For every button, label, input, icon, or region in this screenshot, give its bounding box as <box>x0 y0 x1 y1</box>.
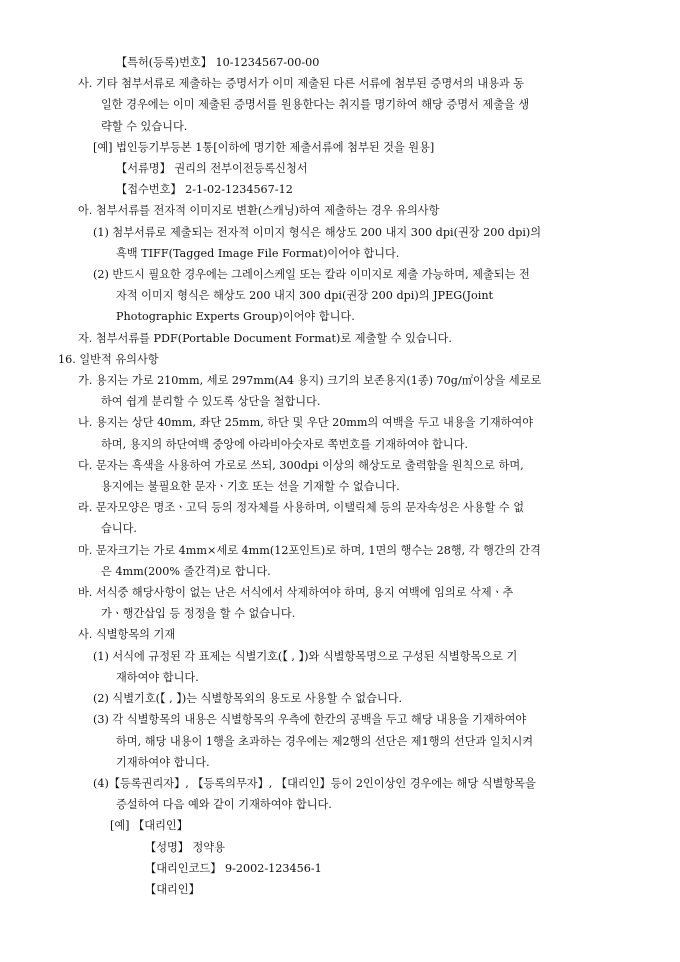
text-line: 하며, 용지의 하단여백 중앙에 아라비아숫자로 쪽번호를 기재하여야 합니다. <box>101 437 469 451</box>
text-line: 마. 문자크기는 가로 4mm×세로 4mm(12포인트)로 하며, 1면의 행수는 28행, 각 행간의 간격 <box>78 543 541 557</box>
text-line: 용지에는 불필요한 문자ㆍ기호 또는 선을 기재할 수 없습니다. <box>101 480 400 494</box>
text-line: 일한 경우에는 이미 제출된 증명서를 원용한다는 취지를 명기하여 해당 증명서 제출을 생 <box>101 98 530 112</box>
text-line: 나. 용지는 상단 40mm, 좌단 25mm, 하단 및 우단 20mm의 여백을 두고 내용을 기재하여야 <box>78 416 534 430</box>
text-line: 략할 수 있습니다. <box>101 119 188 133</box>
text-line: 자적 이미지 형식은 해상도 200 내지 300 dpi(권장 200 dpi)의 JPEG(Joint <box>116 289 494 303</box>
text-line: 흑백 TIFF(Tagged Image File Format)이어야 합니다. <box>116 246 400 260</box>
text-line: 재하여야 합니다. <box>116 670 199 684</box>
text-line: [예] 법인등기부등본 1통[이하에 명기한 제출서류에 첨부된 것을 원용] <box>93 140 435 154</box>
text-line: 하며, 해당 내용이 1행을 초과하는 경우에는 제2행의 선단은 제1행의 선단과 일치시켜 <box>116 734 534 748</box>
text-line: (2) 반드시 필요한 경우에는 그레이스케일 또는 칼라 이미지로 제출 가능하며, 제출되는 전 <box>93 268 530 282</box>
text-line: 【서류명】 권리의 전부이전등록신청서 <box>116 162 308 176</box>
text-line: 자. 첨부서류를 PDF(Portable Document Format)로 제출할 수 있습니다. <box>78 331 452 345</box>
text-line: 은 4mm(200% 줄간격)로 합니다. <box>101 564 271 578</box>
text-line: (3) 각 식별항목의 내용은 식별항목의 우측에 한칸의 공백을 두고 해당 내용을 기재하여야 <box>93 713 527 727</box>
text-line: 증설하여 다음 예와 같이 기재하여야 합니다. <box>116 798 332 812</box>
text-block <box>0 52 680 900</box>
text-line: 가ㆍ행간삽입 등 정정을 할 수 없습니다. <box>101 607 296 621</box>
text-line: 아. 첨부서류를 전자적 이미지로 변환(스캐닝)하여 제출하는 경우 유의사항 <box>78 204 440 218</box>
text-line: 가. 용지는 가로 210mm, 세로 297mm(A4 용지) 크기의 보존용지(1종) 70g/㎡이상을 세로로 <box>78 374 542 388</box>
text-line: 라. 문자모양은 명조ㆍ고딕 등의 정자체를 사용하며, 이탤릭체 등의 문자속성은 사용할 수 없 <box>78 501 525 515</box>
text-line: (4)【등록권리자】, 【등록의무자】, 【대리인】등이 2인이상인 경우에는 해당 식별항목을 <box>93 776 536 790</box>
text-line: 【접수번호】 2-1-02-1234567-12 <box>116 183 293 197</box>
text-line: Photographic Experts Group)이어야 합니다. <box>116 310 355 324</box>
text-line: (1) 첨부서류로 제출되는 전자적 이미지 형식은 해상도 200 내지 300 dpi(권장 200 dpi)의 <box>93 225 542 239</box>
text-line: 【특허(등록)번호】 10-1234567-00-00 <box>116 56 320 69</box>
text-line: 【대리인코드】 9-2002-123456-1 <box>145 861 322 875</box>
text-line: 하여 쉽게 분리할 수 있도록 상단을 철합니다. <box>101 395 321 409</box>
text-line: 【성명】 정약용 <box>145 840 225 854</box>
text-line: 다. 문자는 흑색을 사용하여 가로로 쓰되, 300dpi 이상의 해상도로 출력함을 원칙으로 하며, <box>78 458 524 472</box>
text-line: (1) 서식에 규정된 각 표제는 식별기호(【 , 】)와 식별항목명으로 구성된 식별항목으로 기 <box>93 649 518 663</box>
text-line: 바. 서식중 해당사항이 없는 난은 서식에서 삭제하여야 하며, 용지 여백에 임의로 삭제ㆍ추 <box>78 586 514 600</box>
text-line: 습니다. <box>101 522 137 536</box>
text-line: 사. 식별항목의 기재 <box>78 628 176 642</box>
text-line: 16. 일반적 유의사항 <box>58 352 159 366</box>
text-line: 기재하여야 합니다. <box>116 755 210 769</box>
text-line: [예] 【대리인】 <box>110 819 188 833</box>
text-line: 【대리인】 <box>145 882 200 896</box>
text-line: (2) 식별기호(【 , 】)는 식별항목외의 용도로 사용할 수 없습니다. <box>93 692 403 706</box>
text-line: 사. 기타 첨부서류로 제출하는 증명서가 이미 제출된 다른 서류에 첨부된 증명서의 내용과 동 <box>78 77 525 91</box>
